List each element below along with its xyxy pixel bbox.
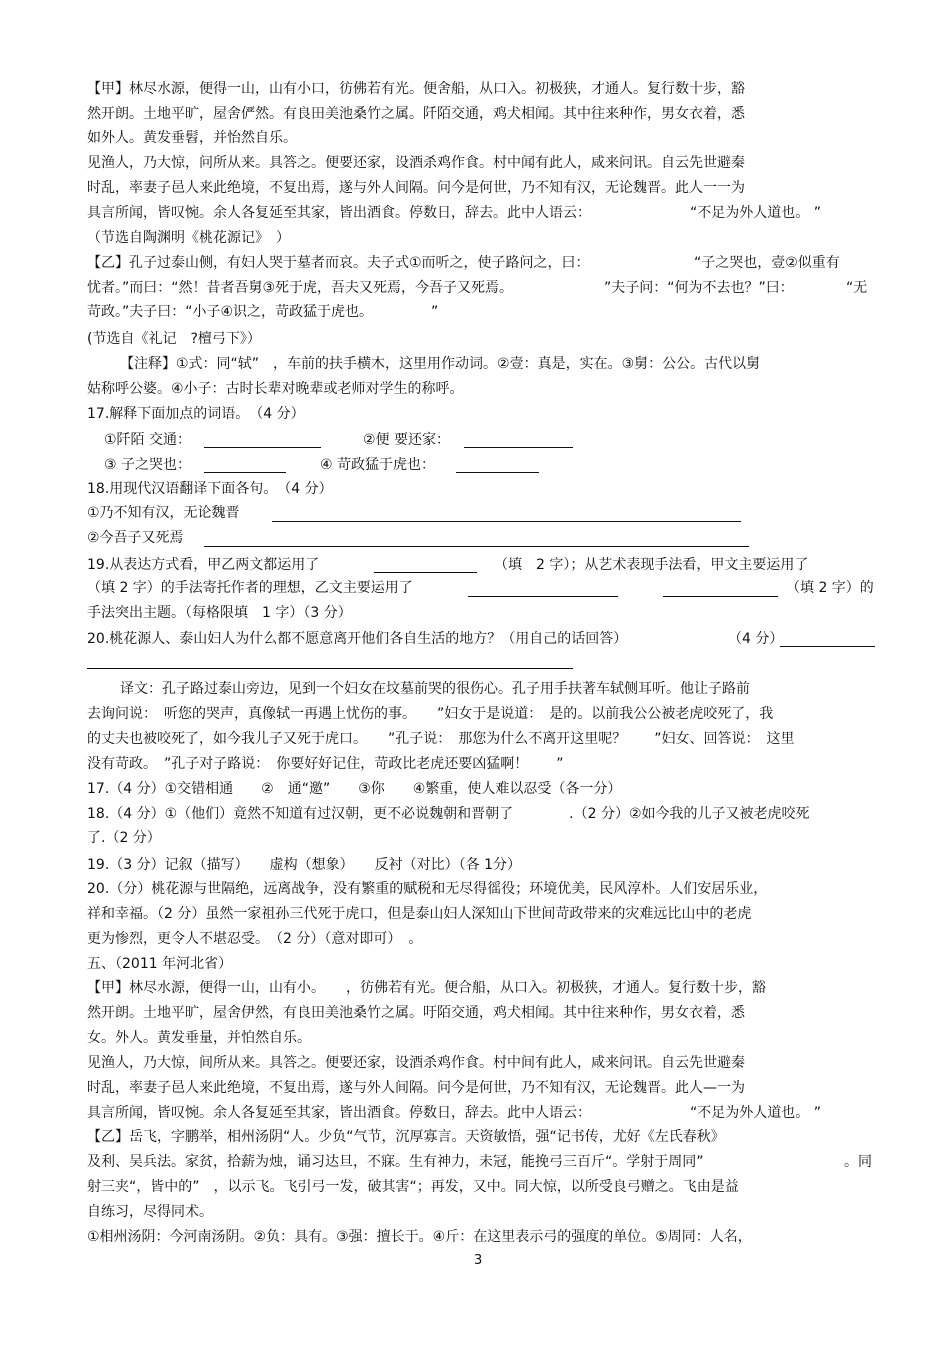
text-line: 然开朗。土地平旷，屋舍伊然，有良田美池桑竹之属。吁陌交通，鸡犬相闻。其中往来种作，男女衣着，悉	[87, 1005, 745, 1021]
text-line: 苛政。”夫子曰：“小子④识之，苛政猛于虎也。	[87, 304, 374, 320]
text-line: 忧者。”而曰：“然！昔者吾舅③死于虎，吾夫又死焉，今吾子又死焉。	[87, 280, 514, 296]
text-line: 见渔人，乃大惊，问所从来。具答之。便要还家，设酒杀鸡作食。村中闻有此人，咸来问讯。自云先世避秦	[87, 155, 745, 171]
text-line: 19.（3 分）记叙（描写） 虚构（想象） 反衬（对比）（各 1分）	[87, 857, 521, 873]
question-item: ②便 要还家：	[363, 432, 451, 448]
text-line: 的丈夫也被咬死了，如今我儿子又死于虎口。 ”孔子说： 那您为什么不离开这里呢？ ”妇女、回答说： 这里	[87, 731, 795, 747]
text-line: 射三夹“，皆中的” ，以示飞。飞引弓一发，破其害“；再发，又中。同大惊，以所受良弓赠之。飞由是益	[87, 1179, 739, 1195]
text-line: 时乱，率妻子邑人来此绝境，不复出焉，遂与外人间隔。问今是何世，乃不知有汉，无论魏晋。此人—一为	[87, 1080, 745, 1096]
answer-blank[interactable]	[464, 447, 573, 448]
source-note: (节选自《礼记 ?檀弓下》）	[87, 331, 261, 347]
question-text: 手法突出主题。（每格限填 1 字）（3 分）	[87, 605, 352, 621]
question-text: 20.桃花源人、泰山妇人为什么都不愿意离开他们各自生活的地方？（用自己的话回答）	[87, 631, 628, 647]
text-line: 【甲】林尽水源，便得一山，山有小口，彷佛若有光。便舍船，从口入。初极狭，才通人。复行数十步，豁	[87, 81, 745, 97]
question-text: （填 2 字）的	[786, 580, 874, 596]
question-score: （4 分）	[728, 631, 784, 647]
text-line: ①相州汤阴：今河南汤阴。②负：具有。③强：擅长于。④斤：在这里表示弓的强度的单位。⑤周同：人名，	[87, 1229, 752, 1245]
question-item: ④ 苛政猛于虎也：	[320, 457, 436, 473]
text-line: 具言所闻，皆叹惋。余人各复延至其家，皆出酒食。停数日，辞去。此中人语云：	[87, 205, 591, 221]
text-line: 。同	[844, 1154, 872, 1170]
answer-line[interactable]	[204, 546, 749, 547]
answer-blank[interactable]	[780, 646, 875, 647]
text-line: 译文：孔子路过泰山旁边，见到一个妇女在坟墓前哭的很伤心。孔子用手扶著车轼侧耳听。他让子路前	[120, 681, 750, 697]
text-line: 17.（4 分）①交错相通 ② 通“邀” ③你 ④繁重，使人难以忍受（各一分）	[87, 781, 622, 797]
text-line: 【注释】①式：同“轼” ，车前的扶手横木，这里用作动词。②壹：真是，实在。③舅：公公。古代以舅	[120, 356, 761, 372]
text-line: 18.（4 分）①（他们）竟然不知道有过汉朝，更不必说魏朝和晋朝了 .（2 分）②如今我的儿子又被老虎咬死	[87, 806, 810, 822]
question-item: ①乃不知有汉，无论魏晋	[87, 505, 240, 521]
answer-blank[interactable]	[663, 596, 778, 597]
text-line: 自练习，尽得同术。	[87, 1204, 213, 1220]
source-note: （节选自陶渊明《桃花源记》 ）	[87, 230, 290, 246]
answer-blank[interactable]	[204, 447, 321, 448]
text-line: 祥和幸福。（2 分）虽然一家祖孙三代死于虎口，但是泰山妇人深知山下世间苛政带来的灾难远比山中的老虎	[87, 906, 752, 922]
question-text: （填 2 字）；从艺术表现手法看，甲文主要运用了	[494, 557, 809, 573]
answer-line[interactable]	[87, 668, 573, 669]
question-text: （填 2 字）的手法寄托作者的理想，乙文主要运用了	[87, 580, 413, 596]
text-line: 然开朗。土地平旷，屋舍俨然。有良田美池桑竹之属。阡陌交通，鸡犬相闻。其中往来种作，男女衣着，悉	[87, 106, 745, 122]
section-title: 五、（2011 年河北省）	[87, 956, 233, 972]
question-text: 19.从表达方式看，甲乙两文都运用了	[87, 557, 320, 573]
text-line: 更为惨烈，更令人不堪忍受。 （2 分）（意对即可） 。	[87, 931, 423, 947]
text-line: 20.（分）桃花源与世隔绝，远离战争，没有繁重的赋税和无尽得徭役；环境优美，民风淳朴。人们安居乐业，	[87, 881, 768, 897]
text-line: 见渔人，乃大惊，间所从来。具答之。便要还家，设酒杀鸡作食。村中间有此人，咸来问讯。自云先世避秦	[87, 1055, 745, 1071]
answer-line[interactable]	[272, 521, 741, 522]
question-title: 17.解释下面加点的词语。 （4 分）	[87, 406, 305, 422]
quote-text: “不足为外人道也。 ”	[690, 1105, 821, 1121]
text-line: 【乙】岳飞，字鹏举，相州汤阴“人。少负“气节，沉厚寡言。天资敏悟，强“记书传，尤好《左氏春秋》	[87, 1129, 725, 1145]
text-line: 没有苛政。 ”孔子对子路说： 你要好好记住，苛政比老虎还要凶猛啊！ ”	[87, 756, 564, 772]
question-title: 18.用现代汉语翻译下面各句。 （4 分）	[87, 481, 333, 497]
text-line: 及利、吴兵法。家贫，拾薪为烛，诵习达旦，不寐。生有神力，未冠，能挽弓三百斤“。学射于周同”	[87, 1154, 704, 1170]
text-line: 【乙】孔子过泰山侧，有妇人哭于墓者而哀。夫子式①而听之，使子路问之，曰：	[87, 255, 590, 271]
answer-blank[interactable]	[374, 572, 477, 573]
question-item: ②今吾子又死焉	[87, 530, 184, 546]
text-line: “子之哭也，壹②似重有	[694, 255, 840, 271]
text-line: 去询问说： 听您的哭声，真像轼一再遇上忧伤的事。 ”妇女于是说道： 是的。以前我公公被老虎咬死了，我	[87, 706, 774, 722]
quote-text: “不足为外人道也。 ”	[690, 205, 821, 221]
page-number: 3	[474, 1253, 483, 1268]
text-line: 如外人。黄发垂髫，并怡然自乐。	[87, 130, 297, 146]
text-line: 了.（2 分）	[87, 830, 161, 846]
text-line: 时乱，率妻子邑人来此绝境，不复出焉，遂与外人间隔。问今是何世，乃不知有汉，无论魏晋。此人一一为	[87, 180, 745, 196]
question-item: ③ 子之哭也：	[104, 457, 192, 473]
text-line: ”	[431, 304, 439, 320]
text-line: “无	[846, 280, 868, 296]
text-line: 【甲】林尽水源，便得一山，山有小。 ，彷佛若有光。便合船，从口入。初极狭，才通人。复行数十步，豁	[87, 980, 766, 996]
text-line: ”夫子问：“何为不去也？”曰：	[604, 280, 794, 296]
answer-blank[interactable]	[204, 472, 286, 473]
text-line: 女。外人。黄发垂量，并怕然自乐。	[87, 1030, 311, 1046]
text-line: 具言所闻，皆叹惋。余人各复延至其家，皆出酒食。停数日，辞去。此中人语云：	[87, 1105, 591, 1121]
text-line: 姑称呼公婆。④小子：古时长辈对晚辈或老师对学生的称呼。	[87, 381, 464, 397]
question-item: ①阡陌 交通：	[104, 432, 192, 448]
answer-blank[interactable]	[468, 596, 618, 597]
answer-blank[interactable]	[456, 472, 539, 473]
